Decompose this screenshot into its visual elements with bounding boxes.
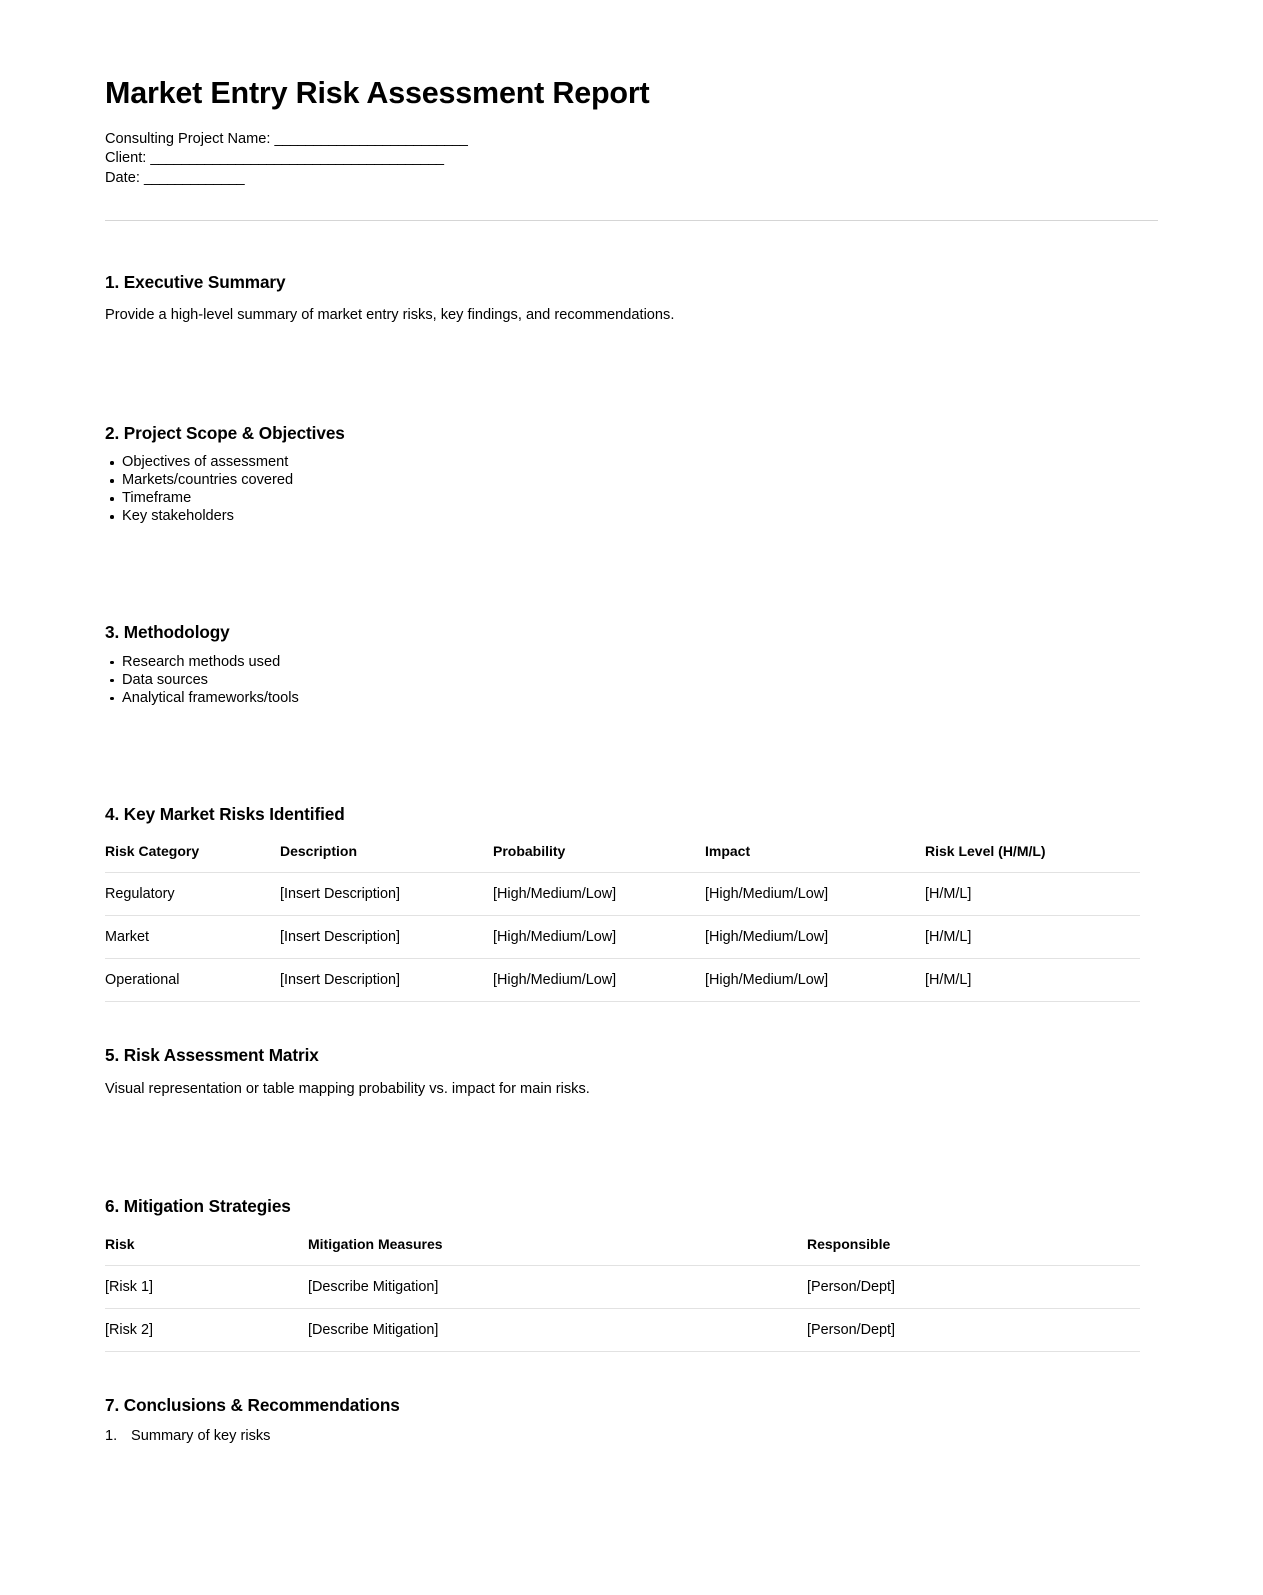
cell-description: [Insert Description]: [280, 916, 493, 959]
cell-impact: [High/Medium/Low]: [705, 959, 925, 1002]
section-heading-conclusions: 7. Conclusions & Recommendations: [105, 1394, 400, 1415]
conclusions-list: [105, 1416, 1158, 1446]
spacer: [105, 1352, 1158, 1394]
cell-risk-category: Market: [105, 916, 280, 959]
table-header-row: [105, 843, 1140, 873]
table-row: [105, 873, 1140, 916]
column-header-responsible: Responsible: [807, 1235, 891, 1252]
meta-client: [105, 149, 1158, 168]
section-methodology: [105, 621, 1158, 707]
section-conclusions: [105, 1394, 1158, 1446]
cell-description: [Insert Description]: [280, 959, 493, 1002]
section-risk-matrix: [105, 1044, 1158, 1099]
list-item: Key stakeholders: [105, 507, 1158, 525]
list-item: Data sources: [105, 671, 1158, 689]
cell-risk: [Risk 2]: [105, 1308, 308, 1351]
meta-project-name-label: Consulting Project Name:: [105, 131, 275, 148]
section-project-scope: [105, 422, 1158, 526]
cell-risk-category: Operational: [105, 959, 280, 1002]
section-body-risk-matrix: Visual representation or table mapping probability vs. impact for main risks.: [105, 1080, 590, 1097]
column-header-risk-category: Risk Category: [105, 843, 200, 860]
section-heading-project-scope: 2. Project Scope & Objectives: [105, 422, 345, 443]
table-row: [105, 916, 1140, 959]
list-item: Summary of key risks: [131, 1427, 271, 1444]
document-meta: [105, 130, 1158, 188]
cell-risk: [Risk 1]: [105, 1265, 308, 1308]
section-mitigation: [105, 1195, 1158, 1351]
list-item: Analytical frameworks/tools: [105, 689, 1158, 707]
column-header-impact: Impact: [705, 843, 751, 860]
cell-responsible: [Person/Dept]: [807, 1308, 1140, 1351]
list-item: Timeframe: [105, 489, 1158, 507]
meta-date: [105, 169, 1158, 188]
cell-risk-level: [H/M/L]: [925, 959, 1140, 1002]
table-row: [105, 1265, 1140, 1308]
meta-date-blank[interactable]: _____________: [143, 169, 245, 186]
meta-client-blank[interactable]: ______________________________________: [150, 150, 444, 167]
cell-risk-level: [H/M/L]: [925, 916, 1140, 959]
methodology-list: [105, 644, 1158, 707]
cell-probability: [High/Medium/Low]: [493, 916, 705, 959]
section-heading-risk-matrix: 5. Risk Assessment Matrix: [105, 1045, 319, 1066]
spacer: [105, 326, 1158, 422]
column-header-probability: Probability: [493, 843, 566, 860]
cell-impact: [High/Medium/Low]: [705, 873, 925, 916]
section-heading-key-risks: 4. Key Market Risks Identified: [105, 804, 345, 825]
table-header-row: [105, 1236, 1140, 1266]
cell-impact: [High/Medium/Low]: [705, 916, 925, 959]
cell-responsible: [Person/Dept]: [807, 1265, 1140, 1308]
spacer: [105, 707, 1158, 803]
list-item: Research methods used: [105, 653, 1158, 671]
page-title: Market Entry Risk Assessment Report: [105, 76, 650, 110]
column-header-description: Description: [280, 843, 358, 860]
section-body-executive-summary: Provide a high-level summary of market entry risks, key findings, and recommendations.: [105, 307, 675, 324]
key-risks-table: [105, 843, 1140, 1002]
project-scope-list: [105, 444, 1158, 525]
spacer: [105, 1099, 1158, 1195]
meta-project-name-blank[interactable]: _________________________: [274, 131, 468, 148]
meta-project-name: [105, 130, 1158, 149]
column-header-risk: Risk: [105, 1235, 135, 1252]
cell-risk-level: [H/M/L]: [925, 873, 1140, 916]
spacer: [105, 525, 1158, 621]
list-item: Markets/countries covered: [105, 471, 1158, 489]
list-item: Objectives of assessment: [105, 453, 1158, 471]
cell-mitigation-measures: [Describe Mitigation]: [308, 1308, 807, 1351]
spacer: [105, 1002, 1158, 1044]
meta-client-label: Client:: [105, 150, 151, 167]
mitigation-table: [105, 1236, 1140, 1352]
document-content: [105, 0, 1158, 1446]
section-heading-methodology: 3. Methodology: [105, 622, 230, 643]
cell-probability: [High/Medium/Low]: [493, 959, 705, 1002]
header-divider: [105, 220, 1158, 221]
section-executive-summary: [105, 271, 1158, 326]
table-row: [105, 959, 1140, 1002]
spacer: [105, 229, 1158, 271]
cell-risk-category: Regulatory: [105, 873, 280, 916]
section-key-risks: [105, 803, 1158, 1002]
cell-mitigation-measures: [Describe Mitigation]: [308, 1265, 807, 1308]
column-header-mitigation-measures: Mitigation Measures: [308, 1235, 443, 1252]
section-heading-mitigation: 6. Mitigation Strategies: [105, 1196, 291, 1217]
cell-probability: [High/Medium/Low]: [493, 873, 705, 916]
cell-description: [Insert Description]: [280, 873, 493, 916]
section-heading-executive-summary: 1. Executive Summary: [105, 271, 286, 292]
meta-date-label: Date:: [105, 169, 144, 186]
column-header-risk-level: Risk Level (H/M/L): [925, 843, 1046, 860]
table-row: [105, 1308, 1140, 1351]
